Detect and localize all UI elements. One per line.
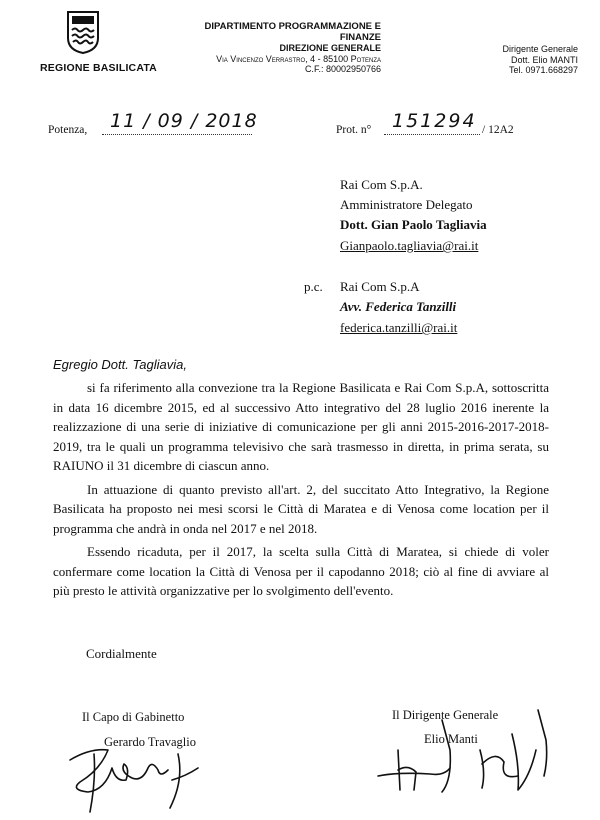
dirigente-name: Dott. Elio MANTI <box>510 54 578 65</box>
cc-name: Avv. Federica Tanzilli <box>340 299 457 314</box>
cc-label: p.c. <box>304 279 323 294</box>
recipient-name: Dott. Gian Paolo Tagliavia <box>340 217 487 232</box>
closing: Cordialmente <box>86 646 157 661</box>
cc-company: Rai Com S.p.A <box>340 279 420 294</box>
department-block <box>165 22 381 75</box>
date-line <box>102 134 252 135</box>
crest-icon <box>66 10 100 54</box>
cc-email[interactable]: federica.tanzilli@rai.it <box>340 320 458 335</box>
region-name: REGIONE BASILICATA <box>40 62 157 74</box>
date-value: 11 / 09 / 2018 <box>110 110 258 132</box>
department-name: DIPARTIMENTO PROGRAMMAZIONE E FINANZE <box>204 21 381 43</box>
greeting: Egregio Dott. Tagliavia, <box>53 357 187 372</box>
right-signer-title: Il Dirigente Generale <box>392 708 499 722</box>
letter-body <box>53 378 549 607</box>
left-signature <box>60 720 220 815</box>
fiscal-code: C.F.: 80002950766 <box>304 64 381 74</box>
right-signature <box>370 680 570 810</box>
paragraph-2: In attuazione di quanto previsto all'art. 2, del succitato Atto Integrativo, la Regione Basilicata ha proposto nei mesi scorsi le Città di Maratea e di Venosa come location per il programma che andrà in onda nel 2017 e nel 2018. <box>53 481 549 536</box>
dirigente-title: Dirigente Generale <box>502 44 578 54</box>
recipient-email[interactable]: Gianpaolo.tagliavia@rai.it <box>340 238 479 253</box>
recipient-role: Amministratore Delegato <box>340 197 473 212</box>
right-signer-name: Elio Manti <box>424 732 478 746</box>
department-address: Via Vincenzo Verrastro, 4 - 85100 Potenza <box>216 53 381 64</box>
city-label: Potenza, <box>48 124 88 136</box>
left-signer-title: Il Capo di Gabinetto <box>82 710 185 724</box>
prot-suffix: / 12A2 <box>482 124 514 136</box>
dirigente-block <box>478 44 578 76</box>
paragraph-3: Essendo ricaduta, per il 2017, la scelta sulla Città di Maratea, si chiede di voler confermare come location la Città di Venosa per il capodanno 2018; ciò al fine di avviare al più presto le attività organizzative per lo svolgimento dell'evento. <box>53 544 549 598</box>
prot-line <box>384 134 480 135</box>
prot-number: 151294 <box>392 110 477 132</box>
left-signer-name: Gerardo Travaglio <box>104 735 196 749</box>
direction-name: DIREZIONE GENERALE <box>279 43 381 53</box>
recipient-company: Rai Com S.p.A. <box>340 177 423 192</box>
prot-label: Prot. n° <box>336 124 372 136</box>
phone-number: Tel. 0971.668297 <box>508 65 578 75</box>
paragraph-1: si fa riferimento alla convezione tra la Regione Basilicata e Rai Com S.p.A, sottoscritta in data 16 dicembre 2015, ed al successivo Atto integrativo del 28 luglio 2016 inerente la realizzazione di una serie di iniziative di comunicazione per gli anni 2015-2016-2017-2018-2019, tra le quali un programma televisivo che sarà trasmesso in diretta, in prima serata, su RAIUNO il 31 dicembre di ciascun anno. <box>53 380 549 473</box>
